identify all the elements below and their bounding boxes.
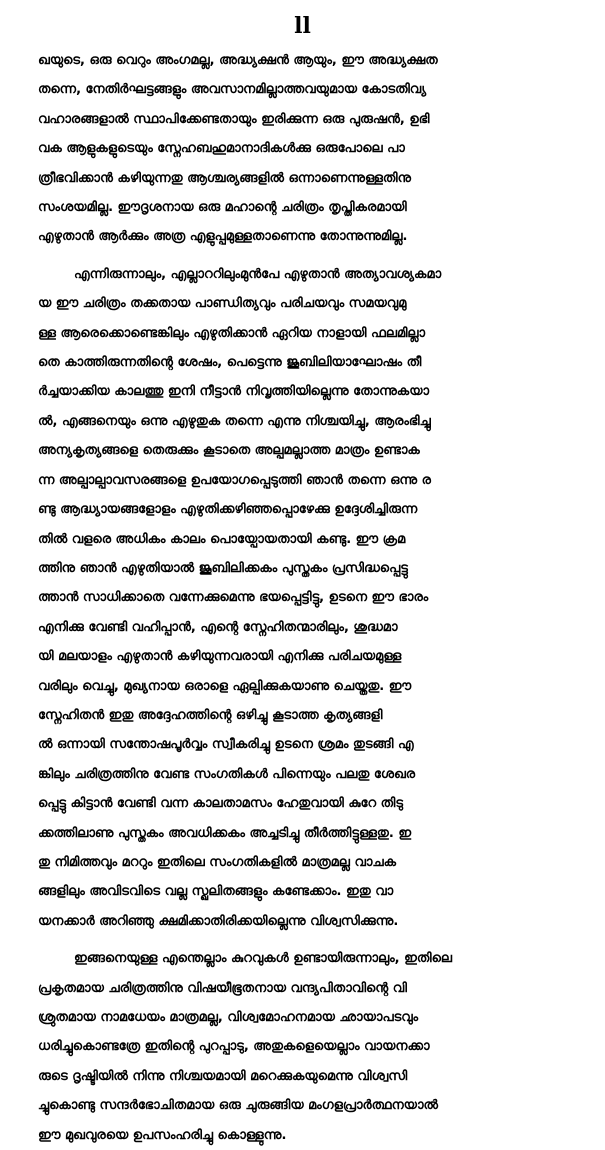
- text-line: അന്യകൃത്യങ്ങളെ തെരുക്കും കൂടാതെ അല്പമല്ലാത്ത മാത്രം ഉണ്ടാക: [38, 443, 420, 459]
- text-line: തു നിമിത്തവും മററും ഇതിലെ സംഗതികളിൽ മാത്രമല്ല വാചക: [38, 854, 397, 870]
- text-line: പ്രകൃതമായ ചരിത്രത്തിനു വിഷയീഭൂതനായ വന്ദ്യപിതാവിന്റെ വി: [38, 980, 407, 996]
- text-line: ധരിച്ചുകൊണ്ടത്രേ ഇതിന്റെ പുറപ്പാടു, അതുകളെയെല്ലാം വായനക്കാ: [38, 1039, 430, 1055]
- text-line: ഈ മുഖവുരയെ ഉപസംഹരിച്ചു കൊള്ളുന്നു.: [38, 1127, 287, 1143]
- text-line: ത്രീഭവിക്കാൻ കഴിയുന്നതു ആശ്ചര്യങ്ങളിൽ ഒന്നാണെന്നുള്ളതിനു: [38, 170, 411, 186]
- text-line: യ ഈ ചരിത്രം തക്കതായ പാണ്ഡിത്യവും പരിചയവും സമയവുമു: [38, 296, 407, 312]
- text-line: വഹാരങ്ങളാൽ സ്ഥാപിക്കേണ്ടതായും ഇരിക്കുന്ന ഒരു പുരുഷൻ, ഉഭി: [38, 111, 430, 127]
- text-line: ഖയുടെ, ഒരു വെറും അംഗമല്ല, അദ്ധ്യക്ഷൻ ആയും, ഈ അദ്ധ്യക്ഷത: [38, 53, 438, 68]
- text-line: സംശയമില്ല. ഈദൃശനായ ഒരു മഹാന്റെ ചരിത്രം തൃപ്തികരമായി: [38, 200, 407, 216]
- text-line: ള്ള ആരെക്കൊണ്ടെങ്കിലും എഴുതിക്കാൻ ഏറിയ നാളായി ഫലമില്ലാ: [38, 325, 426, 341]
- text-line: യി മലയാളം എഴുതാൻ കഴിയുന്നവരായി എനിക്കു പരിചയമുള്ള: [38, 649, 402, 665]
- paragraph-3: [38, 944, 567, 1150]
- text-line: ഇങ്ങനെയുള്ള എന്തെല്ലാം കുറവുകൾ ഉണ്ടായിരുന്നാലും, ഇതിലെ: [74, 951, 452, 967]
- text-line: എനിക്കു വേണ്ടി വഹിപ്പാൻ, എന്റെ സ്നേഹിതന്മാരിലും, ശുദ്ധമാ: [38, 619, 398, 635]
- text-line: ത്തിനു ഞാൻ എഴുതിയാൽ ജൂബിലിക്കകം പുസ്തകം പ്രസിദ്ധപ്പെട്ടു: [38, 560, 408, 576]
- text-line: തിൽ വളരെ അധികം കാലം പൊയ്പോയതായി കണ്ടു. ഈ ക്രമ: [38, 531, 406, 547]
- text-line: ൽ, എങ്ങനെയും ഒന്നു എഴുതുക തന്നെ എന്നു നിശ്ചയിച്ചു, ആരംഭിച്ചു: [38, 413, 431, 429]
- text-line: തെ കാത്തിരുന്നതിന്റെ ശേഷം, പെട്ടെന്നു ജൂബിലിയാഘോഷം തീ: [38, 355, 422, 371]
- text-line: യനക്കാർ അറിഞ്ഞു ക്ഷമിക്കാതിരിക്കയില്ലെന്നു വിശ്വസിക്കുന്നു.: [38, 913, 399, 929]
- text-line: എഴുതാൻ ആർക്കും അത്ര എളുപ്പമുള്ളതാണെന്നു തോന്നുന്നുമില്ല.: [38, 229, 408, 245]
- text-line: ന്ന അല്പാല്പാവസരങ്ങളെ ഉപയോഗപ്പെടുത്തി ഞാൻ തന്നെ ഒന്നു ര: [38, 472, 431, 488]
- page-number: ll: [294, 13, 311, 39]
- text-line: എന്നിരുന്നാലും, എല്ലാററിലുംമുൻപേ എഴുതാൻ അത്യാവശ്യകമാ: [74, 266, 442, 282]
- text-line: ർച്ചയാക്കിയ കാലത്തു ഇനി നീട്ടാൻ നിവൃത്തിയില്ലെന്നു തോന്നുകയാ: [38, 384, 430, 400]
- text-line: സ്നേഹിതൻ ഇതു അദ്ദേഹത്തിന്റെ ഒഴിച്ചു കൂടാത്ത കൃത്യങ്ങളി: [38, 707, 383, 723]
- text-line: ശ്രുതമായ നാമധേയം മാത്രമല്ല, വിശ്വമോഹനമായ ഛായാപടവും: [38, 1010, 419, 1025]
- text-line: തന്നെ, നേതിർഘട്ടങ്ങളും അവസാനമില്ലാത്തവയുമായ കോടതിവ്യ: [38, 82, 427, 98]
- paragraph-2: [38, 260, 567, 936]
- text-line: പ്പെട്ടു കിട്ടാൻ വേണ്ടി വന്ന കാലതാമസം ഹേതുവായി കുറേ തിടു: [38, 796, 404, 812]
- text-line: ച്ചുകൊണ്ടു സന്ദർഭോചിതമായ ഒരു ചുരുങ്ങിയ മംഗളപ്രാർത്ഥനയാൽ: [38, 1098, 439, 1114]
- text-line: ങ്ങളിലും അവിടവിടെ വല്ല സ്ഖലിതങ്ങളും കണ്ടേക്കാം. ഇതു വാ: [38, 884, 394, 900]
- text-line: ങ്കിലും ചരിത്രത്തിനു വേണ്ട സംഗതികൾ പിന്നെയും പലതു ശേഖര: [38, 766, 416, 782]
- text-line: ത്താൻ സാധിക്കാതെ വന്നേക്കുമെന്നു ഭയപ്പെട്ടിട്ടു, ഉടനെ ഈ ഭാരം: [38, 590, 429, 606]
- text-line: വക ആളുകളുടെയും സ്നേഹബഹുമാനാദികൾക്കു ഒരുപോലെ പാ: [38, 141, 405, 157]
- text-line: രുടെ ദൃഷ്ടിയിൽ നിന്നു നിശ്ചയമായി മറെക്കുകയുമെന്നു വിശ്വസി: [38, 1068, 408, 1084]
- text-line: വരിലും വെച്ചു, മുഖ്യനായ ഒരാളെ ഏല്പിക്കുകയാണു ചെയ്തതു. ഈ: [38, 678, 412, 694]
- paragraph-1: [38, 46, 567, 252]
- text-line: ണ്ടു ആദ്ധ്യായങ്ങളോളം എഴുതിക്കഴിഞ്ഞപ്പൊഴേക്കു ഉദ്ദേശിച്ചിരുന്ന: [38, 502, 418, 518]
- text-line: ൽ ഒന്നായി സന്തോഷപൂർവ്വം സ്വീകരിച്ചു ഉടനെ ശ്രമം തുടങ്ങി എ: [38, 737, 414, 753]
- text-line: ക്കത്തിലാണു പുസ്തകം അവധിക്കകം അച്ചടിച്ചു തീർത്തിട്ടുള്ളതു. ഇ: [38, 825, 412, 841]
